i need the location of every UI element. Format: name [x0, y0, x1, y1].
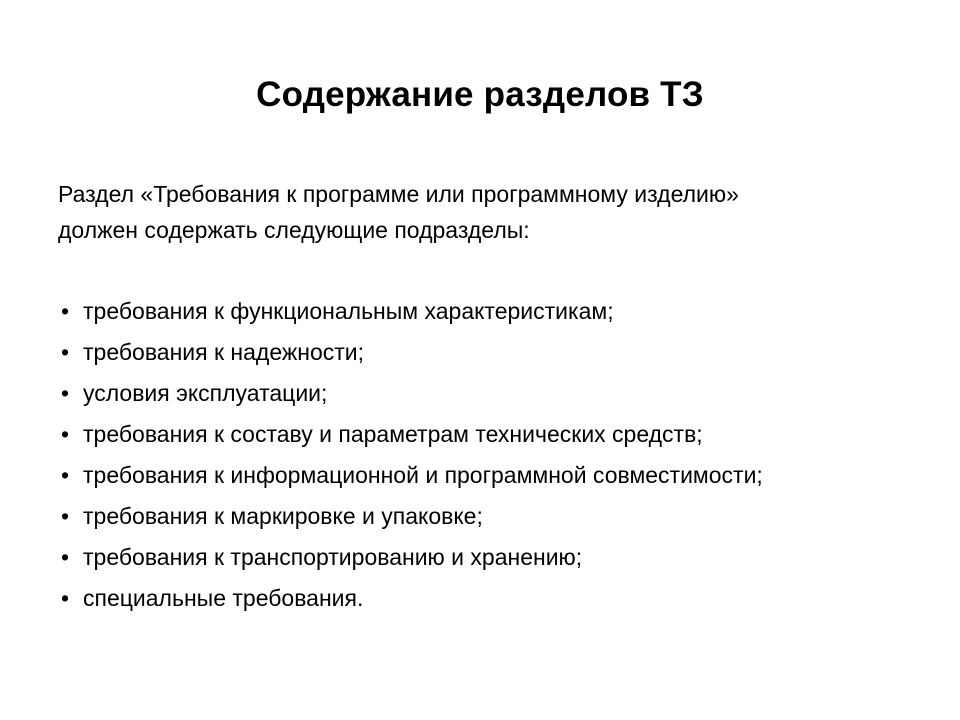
list-item-text: специальные требования.: [83, 585, 364, 611]
list-item: [58, 333, 938, 374]
list-item-text: требования к надежности;: [83, 339, 365, 365]
subsection-list: [58, 292, 938, 620]
list-item-text: требования к функциональным характеристикам;: [83, 298, 614, 324]
list-item: [58, 292, 938, 333]
list-item: [58, 456, 938, 497]
bullet-icon: •: [60, 544, 70, 570]
list-item-text: требования к транспортированию и хранению;: [83, 544, 583, 570]
intro-line: Раздел «Требования к программе или программному изделию»: [58, 181, 739, 207]
intro-line: должен содержать следующие подразделы:: [58, 217, 530, 243]
bullet-icon: •: [60, 462, 70, 488]
bullet-icon: •: [60, 503, 70, 529]
slide-title: Содержание разделов ТЗ: [256, 75, 704, 114]
list-item: [58, 538, 938, 579]
list-item-text: требования к информационной и программной совместимости;: [83, 462, 763, 488]
list-item-text: требования к составу и параметрам технических средств;: [83, 421, 703, 447]
bullet-icon: •: [60, 339, 70, 365]
list-item-text: условия эксплуатации;: [83, 380, 328, 406]
bullet-icon: •: [60, 421, 70, 447]
bullet-icon: •: [60, 298, 70, 324]
intro-paragraph: [58, 176, 918, 248]
bullet-icon: •: [60, 380, 70, 406]
list-item-text: требования к маркировке и упаковке;: [83, 503, 483, 529]
list-item: [58, 415, 938, 456]
list-item: [58, 374, 938, 415]
bullet-icon: •: [60, 585, 70, 611]
list-item: [58, 579, 938, 620]
list-item: [58, 497, 938, 538]
